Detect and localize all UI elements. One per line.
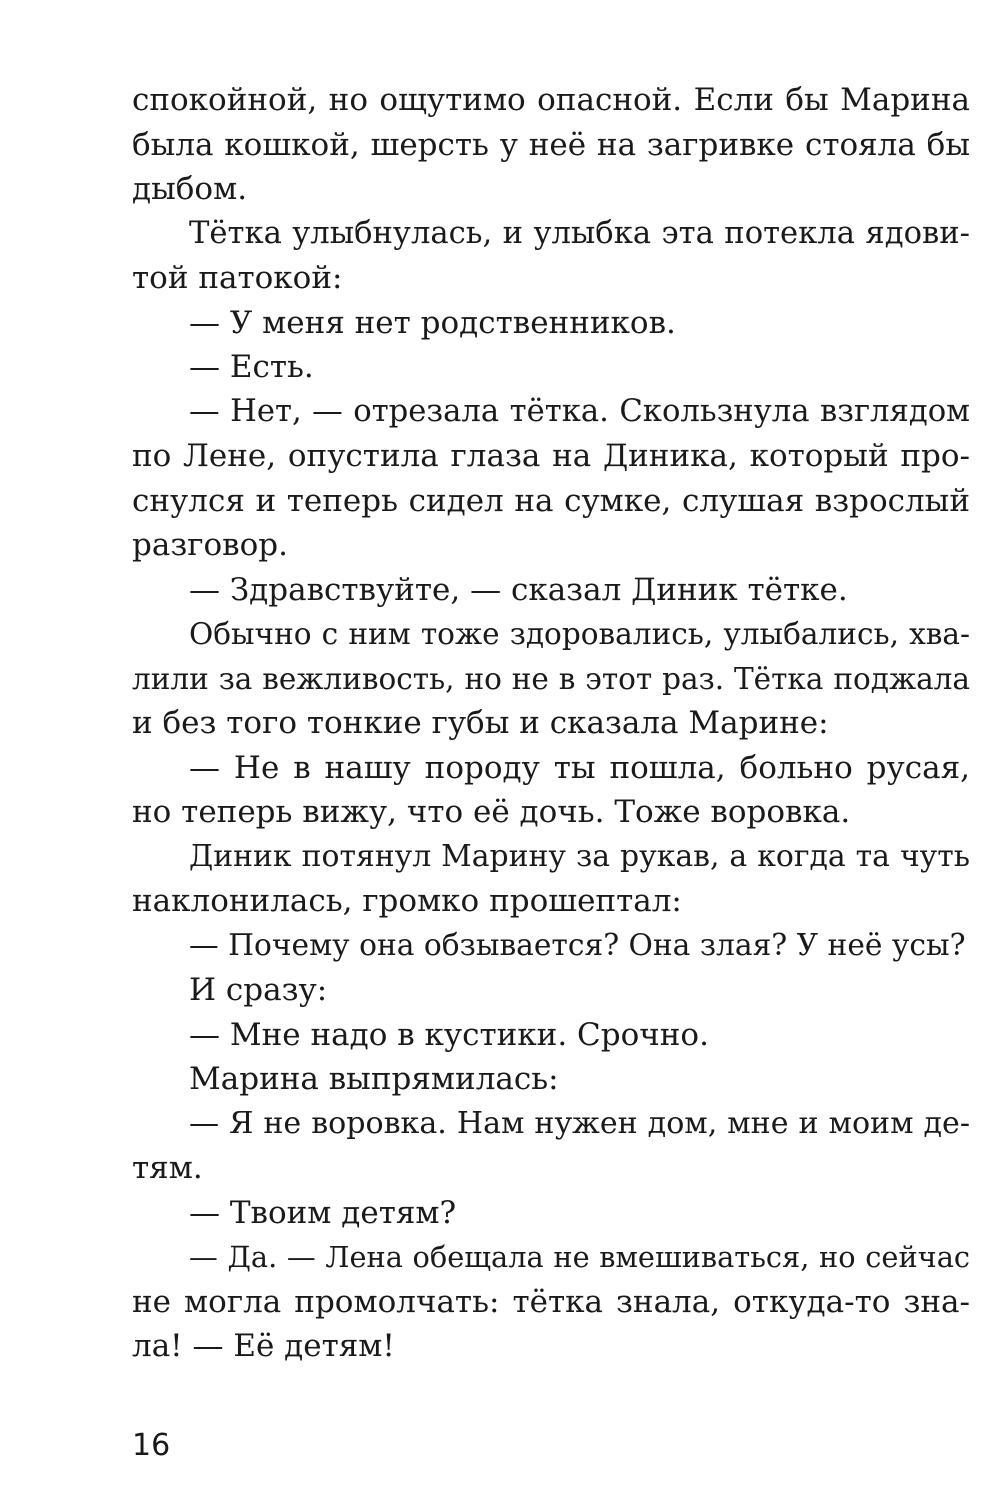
text-line: — Мне надо в кустики. Срочно.	[189, 1016, 709, 1053]
body-text	[132, 78, 970, 1369]
text-line: спокойной, но ощутимо опасной. Если бы Марина	[132, 82, 970, 118]
text-line: тям.	[132, 1150, 203, 1186]
text-line: лили за вежливость, но не в этот раз. Тётка поджала	[132, 661, 970, 696]
text-line: — Я не воровка. Нам нужен дом, мне и моим де-	[189, 1105, 970, 1141]
text-line: — Здравствуйте, — сказал Диник тётке.	[189, 571, 848, 608]
text-line: — Есть.	[189, 349, 314, 385]
text-line: — У меня нет родственников.	[189, 304, 676, 341]
text-line: не могла промолчать: тётка знала, откуда-то зна-	[132, 1283, 970, 1320]
text-line: — Нет, — отрезала тётка. Скользнула взглядом	[189, 393, 970, 429]
text-line: по Лене, опустила глаза на Диника, который про-	[132, 438, 970, 474]
page-number: 16	[132, 1428, 171, 1463]
text-line: ла! — Её детям!	[132, 1328, 395, 1364]
text-line: Диник потянул Марину за рукав, а когда та чуть	[189, 838, 970, 874]
text-line: Марина выпрямилась:	[189, 1061, 559, 1097]
text-line: но теперь вижу, что её дочь. Тоже воровка.	[132, 794, 851, 830]
text-line: и без того тонкие губы и сказала Марине:	[132, 705, 829, 741]
text-line: И сразу:	[189, 972, 328, 1008]
text-line: дыбом.	[132, 171, 248, 207]
text-line: наклонилась, громко прошептал:	[132, 883, 682, 919]
text-line: снулся и теперь сидел на сумке, слушая взрослый	[132, 482, 970, 519]
text-line: — Почему она обзывается? Она злая? У неё усы?	[189, 927, 966, 963]
text-line: — Да. — Лена обещала не вмешиваться, но сейчас	[189, 1240, 970, 1274]
text-line: Тётка улыбнулась, и улыбка эта потекла ядови-	[189, 215, 970, 251]
text-line: была кошкой, шерсть у неё на загривке стояла бы	[132, 126, 970, 163]
text-line: той патокой:	[132, 260, 343, 296]
text-line: — Не в нашу породу ты пошла, больно русая,	[189, 749, 970, 786]
text-line: Обычно с ним тоже здоровались, улыбались, хва-	[189, 617, 970, 651]
text-line: разговор.	[132, 527, 288, 563]
text-line: — Твоим детям?	[189, 1194, 457, 1231]
